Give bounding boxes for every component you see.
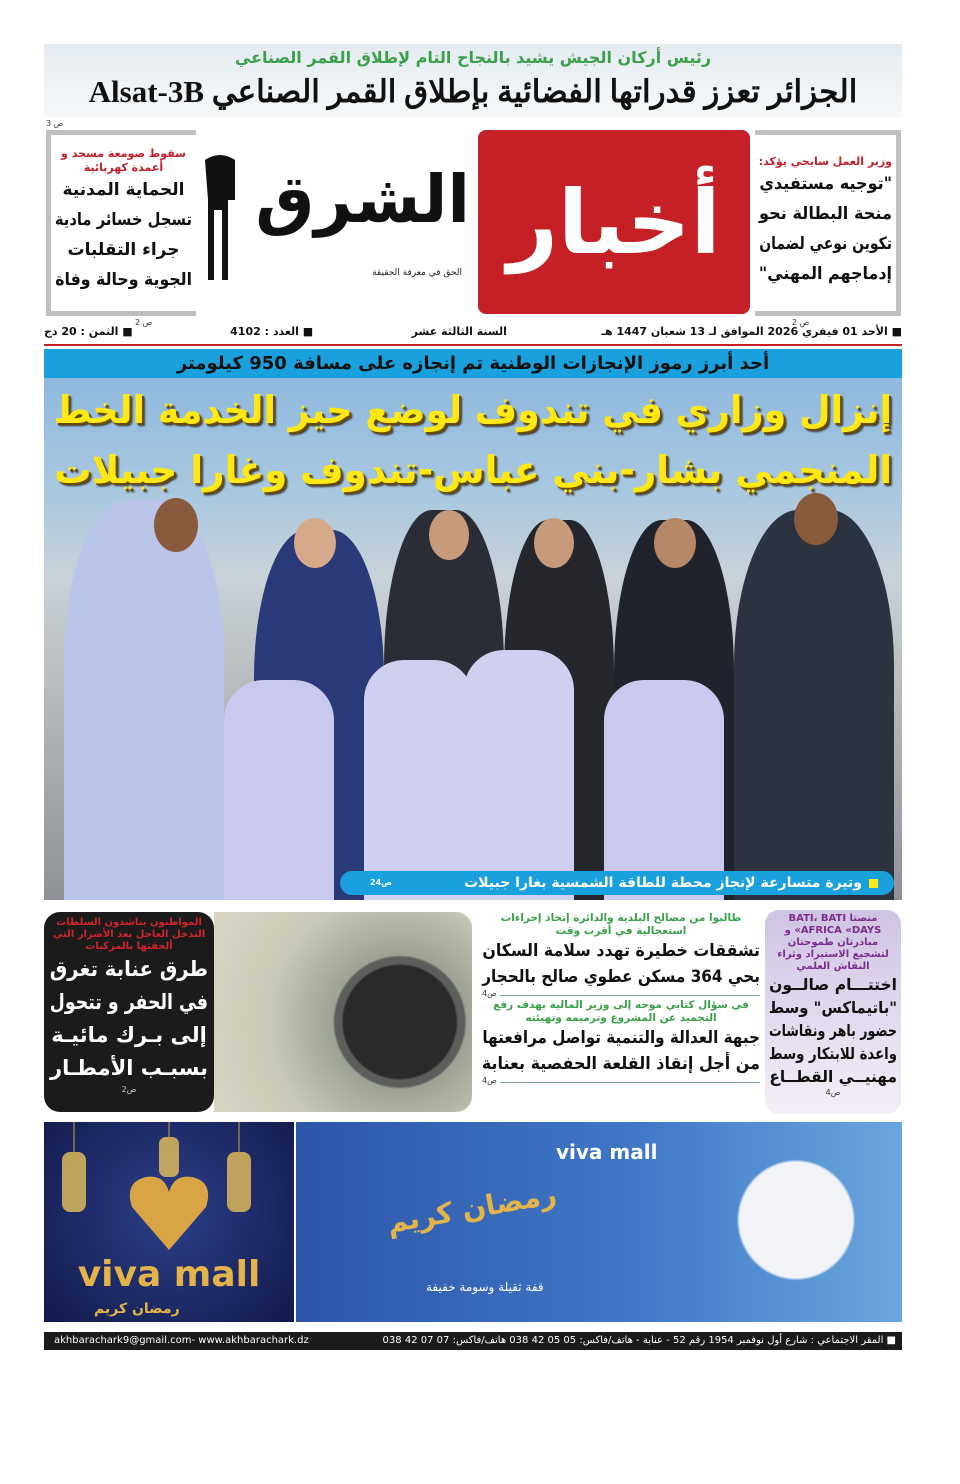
top-subtitle: رئيس أركان الجيش يشيد بالنجاح التام لإطلاق القمر الصناعي bbox=[234, 48, 712, 67]
kicker: في سؤال كتابي موجه إلى وزير المالية بهدف رفع التجميد عن المشروع وترميمه وتهيئته bbox=[493, 999, 749, 1024]
left-teaser[interactable] bbox=[46, 130, 196, 316]
headline-line: مهنيــي القطــاع bbox=[769, 1067, 897, 1086]
page-ref: ص 2 bbox=[135, 318, 153, 327]
family-photo bbox=[696, 1152, 896, 1322]
divider bbox=[482, 1076, 760, 1085]
ad-left-panel bbox=[44, 1122, 294, 1322]
main-strap: أحد أبرز رموز الإنجازات الوطنية تم إنجازه على مسافة 950 كيلومتر bbox=[44, 349, 902, 378]
headline-line: جراء التقلبات bbox=[67, 240, 180, 260]
page-ref: ص4 bbox=[482, 1076, 497, 1085]
page-ref: ص 3 bbox=[46, 119, 64, 128]
kicker: المواطنون يناشدون السلطات التدخل العاجل بعد الأضرار التي ألحقتها بالمركبات bbox=[52, 917, 206, 952]
headline-line: "باتيماكس" وسط bbox=[768, 998, 897, 1017]
page-ref: ص4 bbox=[825, 1088, 841, 1097]
divider bbox=[482, 989, 760, 998]
child bbox=[224, 680, 334, 900]
headline-line: واعدة للابتكار وسط bbox=[768, 1044, 897, 1063]
footer bbox=[44, 1332, 902, 1350]
footer-contact[interactable]: akhbarachark9@gmail.com- www.akhbarachark.dz bbox=[54, 1335, 309, 1346]
camel-icon bbox=[200, 150, 240, 290]
main-photo[interactable] bbox=[44, 378, 902, 900]
headline-line: تكوين نوعي لضمان bbox=[759, 234, 892, 254]
article[interactable] bbox=[482, 999, 760, 1083]
child bbox=[364, 660, 474, 900]
viva-mall-advert[interactable] bbox=[44, 1122, 902, 1322]
caption-text: وتيرة متسارعة لإنجاز محطة للطاقة الشمسية بغارا جبيلات bbox=[464, 875, 862, 891]
year: السنة الثالثة عشر bbox=[411, 325, 507, 338]
headline-line: الجوية وحالة وفاة bbox=[55, 270, 192, 290]
headline-line: تسجل خسائر مادية bbox=[54, 210, 192, 230]
photo-caption[interactable] bbox=[340, 871, 894, 895]
headline-line: الحماية المدنية bbox=[62, 180, 185, 200]
headline-line: منحة البطالة نحو bbox=[759, 204, 892, 224]
top-headline[interactable]: الجزائر تعزز قدراتها الفضائية بإطلاق القمر الصناعي Alsat-3B bbox=[88, 74, 858, 109]
page-ref: ص4 bbox=[482, 989, 497, 998]
ad-right-panel bbox=[296, 1122, 902, 1322]
kicker: سقوط صومعة مسجد و أعمدة كهربائية bbox=[61, 147, 186, 174]
person-head bbox=[154, 498, 198, 552]
kicker: طالبوا من مصالح البلدية والدائرة إتخاذ إجراءات استعجالية في أقرب وقت bbox=[500, 912, 742, 937]
person-head bbox=[534, 518, 574, 568]
headline-line: إدماجهم المهني" bbox=[758, 264, 892, 284]
headline-line: بسبـب الأمطـار bbox=[50, 1056, 208, 1080]
child bbox=[464, 650, 574, 900]
issue-number: ■ العدد : 4102 bbox=[230, 325, 314, 338]
heart-logo-icon bbox=[124, 1172, 214, 1252]
headline-line: جبهة العدالة والتنمية تواصل مرافعتها bbox=[482, 1028, 760, 1048]
ad-greeting: رمضان كريم bbox=[94, 1301, 180, 1317]
issue-info bbox=[44, 325, 902, 339]
child bbox=[604, 680, 724, 900]
top-banner bbox=[44, 44, 902, 118]
ad-brand: viva mall bbox=[77, 1254, 261, 1295]
ad-brand: viva mall bbox=[556, 1140, 658, 1164]
page-ref: ص24 bbox=[370, 878, 392, 887]
masthead-logo-sharq bbox=[200, 140, 470, 310]
page-ref: ص2 bbox=[121, 1085, 137, 1094]
divider bbox=[44, 344, 902, 346]
person bbox=[64, 500, 224, 900]
roads-teaser[interactable] bbox=[44, 912, 214, 1112]
article[interactable] bbox=[482, 912, 760, 996]
page-ref: ص 2 bbox=[792, 318, 810, 327]
person bbox=[734, 510, 894, 900]
person-head bbox=[654, 518, 696, 568]
middle-articles bbox=[482, 910, 760, 1114]
headline-line: في الحفر و تتحول bbox=[49, 990, 209, 1014]
right-teaser[interactable] bbox=[755, 130, 901, 316]
main-headline-line[interactable]: إنزال وزاري في تندوف لوضع حيز الخدمة الخط bbox=[53, 388, 892, 432]
headline-line: "توجيه مستفيدي bbox=[759, 174, 892, 194]
person-head bbox=[429, 510, 469, 560]
headline-line: إلى بـرك مائيـة bbox=[51, 1023, 207, 1047]
kicker: منصتا BATI، BATI AFRICA «DAYS» و مبادرتان طموحتان لتشجيع الاستيراد وثراء النقاش العلمي bbox=[777, 913, 889, 972]
headline-line: من أجل إنقاذ القلعة الحفصية بعنابة bbox=[481, 1054, 760, 1074]
price: ■ الثمن : 20 دج bbox=[44, 325, 133, 338]
footer-address: ■ المقر الاجتماعي : شارع أول نوفمبر 1954 رقم 52 - عنابة - هاتف/فاكس: 05 05 42 038 هاتف/فاكس: 07 07 42 038 bbox=[382, 1335, 896, 1346]
batimax-teaser[interactable] bbox=[765, 910, 901, 1114]
headline-line: طرق عنابة تغرق bbox=[49, 957, 209, 981]
logo-text: الشرق bbox=[255, 161, 470, 238]
ad-tagline: قفة ثقيلة وسومة خفيفة bbox=[426, 1280, 544, 1294]
person-head bbox=[794, 493, 838, 545]
person-head bbox=[294, 518, 336, 568]
headline-line: حضور باهر ونقاشات bbox=[768, 1021, 897, 1040]
headline-line: تشققات خطيرة تهدد سلامة السكان bbox=[482, 941, 760, 961]
headline-line: اختتـــام صالــون bbox=[769, 975, 897, 994]
bullet-icon bbox=[869, 879, 878, 888]
ad-greeting: رمضان كريم bbox=[384, 1177, 559, 1240]
headline-line: بحي 364 مسكن عطوي صالح بالحجار bbox=[482, 967, 760, 987]
kicker: وزير العمل سايحي يؤكد: bbox=[758, 155, 892, 168]
tire-photo bbox=[214, 912, 472, 1112]
masthead-logo-akhbar: أخبار bbox=[478, 130, 750, 314]
main-headline-line[interactable]: المنجمي بشار-بني عباس-تندوف وغارا جبيلات bbox=[54, 448, 893, 492]
date: ■ الأحد 01 فيفري 2026 الموافق لـ 13 شعبان 1447 هـ bbox=[601, 325, 902, 338]
slogan: الحق في معرفة الحقيقة bbox=[372, 268, 462, 278]
